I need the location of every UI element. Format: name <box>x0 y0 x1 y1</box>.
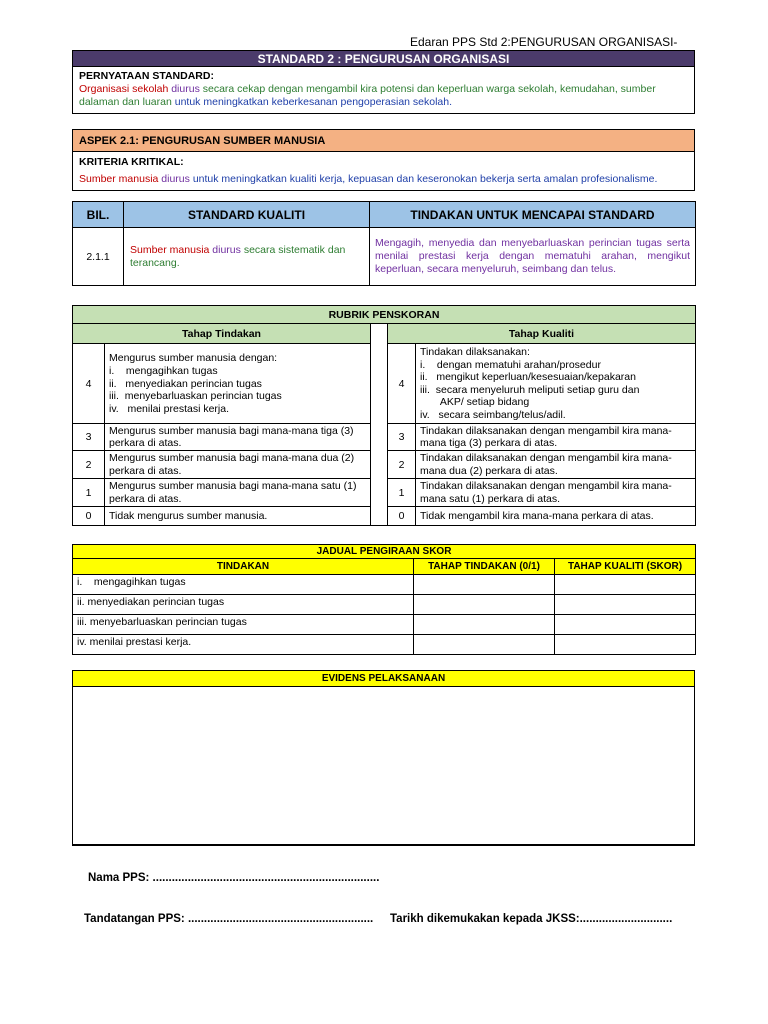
standard-kualiti-text <box>124 228 370 286</box>
tahap-tindakan-input[interactable] <box>414 595 555 615</box>
tahap-kualiti-input[interactable] <box>555 635 696 655</box>
kriteria-text <box>79 172 688 186</box>
kualiti-desc-4 <box>416 344 696 424</box>
list-item: iii. secara menyeluruh meliputi setiap guru dan <box>420 383 640 396</box>
jadual-row-label: iii. menyebarluaskan perincian tugas <box>73 615 414 635</box>
tindakan-level-4: 4 <box>73 344 105 424</box>
tahap-tindakan-input[interactable] <box>414 575 555 595</box>
col-standard-kualiti: STANDARD KUALITI <box>124 202 370 228</box>
pernyataan-manner: secara cekap dengan mengambil kira potensi dan keperluan warga sekolah, kemudahan, sumber dalaman dan luaran <box>79 83 656 108</box>
kualiti-level-0: 0 <box>388 507 416 526</box>
tindakan-desc-4 <box>105 344 371 424</box>
pernyataan-text <box>79 83 688 109</box>
sk-verb: diurus <box>212 243 241 256</box>
t4-intro: Mengurus sumber manusia dengan: <box>109 352 278 364</box>
pernyataan-subject: Organisasi sekolah <box>79 83 169 95</box>
tindakan-desc-3: Mengurus sumber manusia bagi mana-mana tiga (3) perkara di atas. <box>105 424 371 451</box>
col-bil: BIL. <box>73 202 124 228</box>
kriteria-subject: Sumber manusia <box>79 173 159 185</box>
standard-title: STANDARD 2 : PENGURUSAN ORGANISASI <box>73 51 695 67</box>
jadual-skor-table <box>72 544 696 655</box>
kualiti-level-3: 3 <box>388 424 416 451</box>
kualiti-level-2: 2 <box>388 451 416 479</box>
kualiti-level-1: 1 <box>388 479 416 507</box>
kriteria-label: KRITERIA KRITIKAL: <box>79 156 184 168</box>
jadual-col-tindakan: TINDAKAN <box>73 559 414 575</box>
standard-box <box>72 50 695 114</box>
sk-subject: Sumber manusia <box>130 243 210 256</box>
q4-intro: Tindakan dilaksanakan: <box>420 346 530 358</box>
kriteria-verb: diurus <box>161 173 190 185</box>
list-item: iv. secara seimbang/telus/adil. <box>420 408 566 421</box>
pernyataan-cell <box>73 67 695 114</box>
kualiti-desc-0: Tidak mengambil kira mana-mana perkara di atas. <box>416 507 696 526</box>
list-item: iii. menyebarluaskan perincian tugas <box>109 390 282 402</box>
aspek-title: ASPEK 2.1: PENGURUSAN SUMBER MANUSIA <box>73 130 695 152</box>
jadual-col-tahap-kualiti: TAHAP KUALITI (SKOR) <box>555 559 696 575</box>
list-item: i. mengagihkan tugas <box>109 365 218 377</box>
kualiti-desc-2: Tindakan dilaksanakan dengan mengambil kira mana-mana dua (2) perkara di atas. <box>416 451 696 479</box>
tahap-tindakan-input[interactable] <box>414 635 555 655</box>
tahap-tindakan-input[interactable] <box>414 615 555 635</box>
tahap-kualiti-header: Tahap Kualiti <box>388 324 696 344</box>
pernyataan-verb: diurus <box>171 83 200 95</box>
list-item: AKP/ setiap bidang <box>420 396 530 408</box>
col-tindakan: TINDAKAN UNTUK MENCAPAI STANDARD <box>370 202 696 228</box>
tandatangan-pps-line: Tandatangan PPS: .......................................................... <box>84 913 374 925</box>
kriteria-cell <box>73 152 695 191</box>
kualiti-desc-1: Tindakan dilaksanakan dengan mengambil kira mana-mana satu (1) perkara di atas. <box>416 479 696 507</box>
kualiti-desc-3: Tindakan dilaksanakan dengan mengambil kira mana-mana tiga (3) perkara di atas. <box>416 424 696 451</box>
list-item: ii. menyediakan perincian tugas <box>109 377 262 390</box>
tindakan-text: Mengagih, menyedia dan menyebarluaskan perincian tugas serta menilai prestasi kerja dengan mematuhi arahan, mengikut keperluan, secara menyeluruh, seimbang dan telus. <box>370 228 696 286</box>
pernyataan-label: PERNYATAAN STANDARD: <box>79 70 214 82</box>
tindakan-level-1: 1 <box>73 479 105 507</box>
nama-pps-line: Nama PPS: ....................................................................... <box>88 872 380 884</box>
tarikh-jkss-line: Tarikh dikemukakan kepada JKSS:............................. <box>390 913 673 925</box>
tahap-kualiti-input[interactable] <box>555 595 696 615</box>
bil-value: 2.1.1 <box>73 228 124 286</box>
aspek-box <box>72 129 695 191</box>
kualiti-level-4: 4 <box>388 344 416 424</box>
evidens-area[interactable] <box>73 687 695 845</box>
tahap-kualiti-input[interactable] <box>555 615 696 635</box>
jadual-row-label: i. mengagihkan tugas <box>73 575 414 595</box>
sk-manner: secara sistematik dan terancang. <box>130 243 346 269</box>
t4-list <box>109 365 366 415</box>
rubrik-gap <box>371 324 388 526</box>
rubrik-title: RUBRIK PENSKORAN <box>73 306 696 324</box>
jadual-row-label: iv. menilai prestasi kerja. <box>73 635 414 655</box>
tindakan-level-2: 2 <box>73 451 105 479</box>
jadual-title: JADUAL PENGIRAAN SKOR <box>73 545 696 559</box>
jadual-col-tahap-tindakan: TAHAP TINDAKAN (0/1) <box>414 559 555 575</box>
tahap-kualiti-input[interactable] <box>555 575 696 595</box>
pernyataan-purpose: untuk meningkatkan keberkesanan pengoperasian sekolah. <box>174 96 453 108</box>
tahap-tindakan-header: Tahap Tindakan <box>73 324 371 344</box>
kriteria-purpose: untuk meningkatkan kualiti kerja, kepuasan dan keseronokan bekerja serta amalan profesionalisme. <box>192 173 658 185</box>
tindakan-level-0: 0 <box>73 507 105 526</box>
list-item: ii. mengikut keperluan/kesesuaian/kepakaran <box>420 371 636 383</box>
q4-list <box>420 359 691 422</box>
jadual-row-label: ii. menyediakan perincian tugas <box>73 595 414 615</box>
document-reference: Edaran PPS Std 2:PENGURUSAN ORGANISASI- <box>410 35 678 49</box>
tindakan-level-3: 3 <box>73 424 105 451</box>
evidens-box <box>72 670 695 846</box>
list-item: i. dengan mematuhi arahan/prosedur <box>420 358 601 371</box>
tindakan-desc-1: Mengurus sumber manusia bagi mana-mana satu (1) perkara di atas. <box>105 479 371 507</box>
rubrik-table <box>72 305 696 526</box>
tindakan-desc-2: Mengurus sumber manusia bagi mana-mana dua (2) perkara di atas. <box>105 451 371 479</box>
tindakan-desc-0: Tidak mengurus sumber manusia. <box>105 507 371 526</box>
standard-kualiti-table <box>72 201 696 286</box>
list-item: iv. menilai prestasi kerja. <box>109 402 230 415</box>
evidens-title: EVIDENS PELAKSANAAN <box>73 671 695 687</box>
